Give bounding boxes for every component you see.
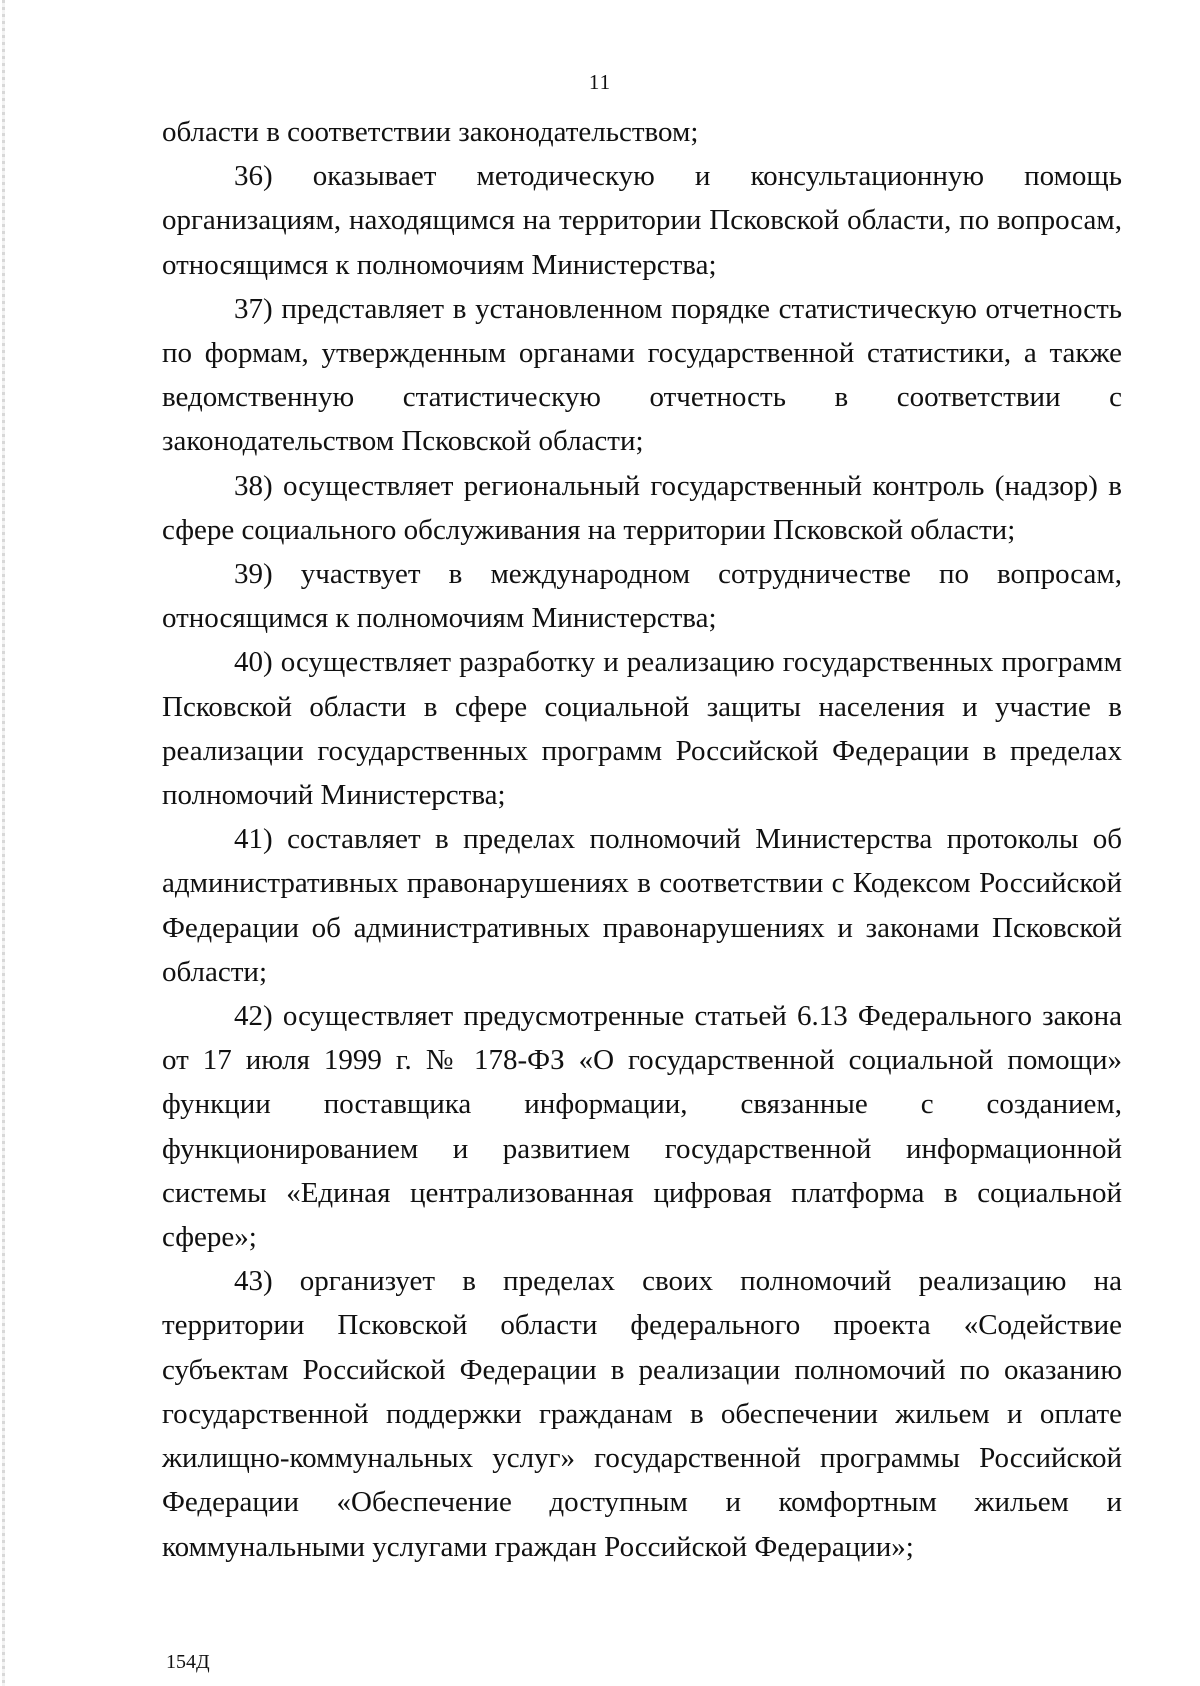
page-number: 11 (588, 70, 612, 94)
paragraph-item-36: 36) оказывает методическую и консультационную помощь организациям, находящимся на территории Псковской области, по вопросам, относящимся к полномочиям Министерства; (162, 160, 1122, 281)
paragraph-item-41: 41) составляет в пределах полномочий Министерства протоколы об административных правонарушениях в соответствии с Кодексом Российской Федерации об административных правонарушениях и законами Псковской области; (162, 823, 1122, 988)
paragraph-continuation: области в соответствии законодательством; (162, 116, 699, 148)
paragraph-item-40: 40) осуществляет разработку и реализацию государственных программ Псковской области в сфере социальной защиты населения и участие в реализации государственных программ Российской Федерации в пределах полномочий Министерства; (162, 646, 1122, 812)
scan-edge-artifact (2, 0, 5, 1686)
paragraph-item-43: 43) организует в пределах своих полномочий реализацию на территории Псковской области федерального проекта «Содействие субъектам Российской Федерации в реализации полномочий по оказанию государственной поддержки гражданам в обеспечении жильем и оплате жилищно-коммунальных услуг» государственной программы Российской Федерации «Обеспечение доступным и комфортным жильем и коммунальными услугами граждан Российской Федерации»; (162, 1265, 1122, 1563)
paragraph-item-38: 38) осуществляет региональный государственный контроль (надзор) в сфере социального обслуживания на территории Псковской области; (162, 469, 1122, 546)
paragraph-item-42: 42) осуществляет предусмотренные статьей 6.13 Федерального закона от 17 июля 1999 г. № 178-ФЗ «О государственной социальной помощи» функции поставщика информации, связанные с созданием, функционированием и развитием государственной информационной системы «Единая централизованная цифровая платформа в социальной сфере»; (162, 1000, 1122, 1254)
footer-document-code: 154Д (166, 1651, 210, 1673)
paragraph-item-37: 37) представляет в установленном порядке статистическую отчетность по формам, утвержденным органами государственной статистики, а также ведомственную статистическую отчетность в соответствии с законодательством Псковской области; (162, 292, 1122, 458)
document-body (162, 110, 1122, 1569)
paragraph-item-39: 39) участвует в международном сотрудничестве по вопросам, относящимся к полномочиям Министерства; (162, 558, 1122, 635)
